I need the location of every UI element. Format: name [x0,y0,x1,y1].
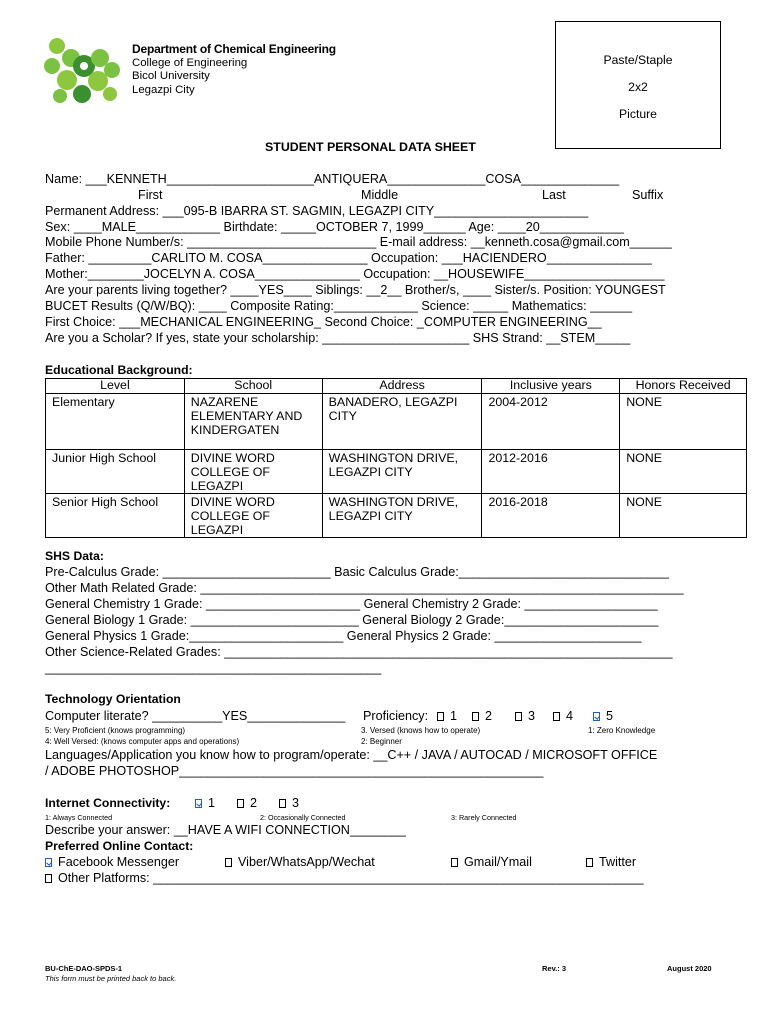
institution-header [132,43,336,97]
form-code: BU-ChE-DAO-SPDS-1 [45,964,123,973]
cell-level: Elementary [46,394,185,450]
bicol-university-logo [40,36,124,108]
other-science-line-2: ________________________________________________ [45,661,382,675]
address-line: Permanent Address: ___095-B IBARRA ST. SAGMIN, LEGAZPI CITY______________________ [45,204,589,218]
cell-honors: NONE [620,394,747,450]
legend-3: 3. Versed (knows how to operate) [361,726,481,735]
checkbox-icon[interactable] [472,712,479,721]
cell-address: WASHINGTON DRIVE, LEGAZPI CITY [322,494,482,538]
legend-2: 2: Beginner [361,737,402,746]
computer-literate-line: Computer literate? __________YES______________ [45,709,346,723]
internet-option-2[interactable]: 2 [237,797,257,810]
photo-line-2: 2x2 [628,80,648,94]
other-science-line: Other Science-Related Grades: ________________________________________________________________ [45,645,673,659]
name-label-last: Last [542,188,566,202]
column-header: Honors Received [620,379,747,394]
proficiency-option-4[interactable]: 4 [553,710,573,723]
cell-years: 2004-2012 [482,394,620,450]
internet-option-1[interactable]: 1 [195,797,215,810]
education-heading: Educational Background: [45,363,193,377]
contact-heading: Preferred Online Contact: [45,839,194,853]
photo-line-1: Paste/Staple [603,53,673,67]
proficiency-label: Proficiency: [363,709,429,723]
father-line: Father: _________CARLITO M. COSA_______________ Occupation: ___HACIENDERO_______________ [45,251,652,265]
name-label-first: First [138,188,163,202]
choices-line: First Choice: ___MECHANICAL ENGINEERING_ Second Choice: _COMPUTER ENGINEERING__ [45,315,602,329]
table-row [46,394,747,450]
checked-checkbox-icon[interactable] [593,712,600,721]
print-note: This form must be printed back to back. [45,974,177,983]
internet-legend-3: 3: Rarely Connected [451,813,517,822]
cell-school: DIVINE WORD COLLEGE OF LEGAZPI [184,494,322,538]
contact-facebook[interactable]: Facebook Messenger [45,856,179,869]
contact-other[interactable]: Other Platforms: ______________________________________________________________________ [45,872,643,885]
column-header: Address [322,379,482,394]
photo-line-3: Picture [619,107,657,121]
bucet-line: BUCET Results (Q/W/BQ): ____ Composite Rating:____________ Science: _____ Mathematics: ______ [45,299,633,313]
name-line: Name: ___KENNETH_____________________ANTIQUERA______________COSA______________ [45,172,620,186]
checkbox-icon[interactable] [515,712,522,721]
page-title: STUDENT PERSONAL DATA SHEET [265,140,476,154]
checkbox-icon[interactable] [437,712,444,721]
name-label-suffix: Suffix [632,188,664,202]
legend-5: 5: Very Proficient (knows programming) [45,726,186,735]
name-label-middle: Middle [361,188,399,202]
checkbox-icon[interactable] [451,858,458,867]
proficiency-option-1[interactable]: 1 [437,710,457,723]
proficiency-option-2[interactable]: 2 [472,710,492,723]
othermath-line: Other Math Related Grade: _____________________________________________________________________ [45,581,684,595]
cell-honors: NONE [620,450,747,494]
cell-address: BANADERO, LEGAZPI CITY [322,394,482,450]
languages-line: Languages/Application you know how to program/operate: __C++ / JAVA / AUTOCAD / MICROSOFT OFFICE [45,748,658,762]
revision: Rev.: 3 [542,964,567,973]
table-row [46,494,747,538]
precalc-line: Pre-Calculus Grade: ________________________ Basic Calculus Grade:______________________________ [45,565,669,579]
cell-level: Senior High School [46,494,185,538]
describe-line: Describe your answer: __HAVE A WIFI CONNECTION________ [45,823,406,837]
proficiency-option-5[interactable]: 5 [593,710,613,723]
checkbox-icon[interactable] [225,858,232,867]
contact-gmail[interactable]: Gmail/Ymail [451,856,532,869]
cell-years: 2016-2018 [482,494,620,538]
checked-checkbox-icon[interactable] [195,799,202,808]
checked-checkbox-icon[interactable] [45,858,52,867]
sex-birthdate-age-line: Sex: ____MALE____________ Birthdate: _____OCTOBER 7, 1999______ Age: ____20____________ [45,220,624,234]
checkbox-icon[interactable] [237,799,244,808]
column-header: Inclusive years [482,379,620,394]
chemistry-line: General Chemistry 1 Grade: ______________________ General Chemistry 2 Grade: ___________________ [45,597,658,611]
column-header: School [184,379,322,394]
cell-address: WASHINGTON DRIVE, LEGAZPI CITY [322,450,482,494]
proficiency-option-3[interactable]: 3 [515,710,535,723]
checkbox-icon[interactable] [45,874,52,883]
legend-4: 4: Well Versed: (knows computer apps and operations) [45,737,240,746]
form-date: August 2020 [667,964,712,973]
checkbox-icon[interactable] [553,712,560,721]
internet-heading: Internet Connectivity: [45,796,171,810]
table-row [46,450,747,494]
cell-honors: NONE [620,494,747,538]
contact-viber[interactable]: Viber/WhatsApp/Wechat [225,856,375,869]
mother-line: Mother:________JOCELYN A. COSA_______________ Occupation: __HOUSEWIFE____________________ [45,267,665,281]
checkbox-icon[interactable] [279,799,286,808]
checkbox-icon[interactable] [586,858,593,867]
technology-heading: Technology Orientation [45,692,181,706]
legend-1: 1: Zero Knowledge [588,726,656,735]
mobile-email-line: Mobile Phone Number/s: ___________________________ E-mail address: __kenneth.cosa@gmail.com______ [45,235,672,249]
parents-siblings-line: Are your parents living together? ____YES____ Siblings: __2__ Brother/s, ____ Sister/s. Position: YOUNGEST [45,283,666,297]
internet-legend-1: 1: Always Connected [45,813,113,822]
shs-heading: SHS Data: [45,549,104,563]
college-name: College of Engineering [132,56,248,69]
cell-school: NAZARENE ELEMENTARY AND KINDERGATEN [184,394,322,450]
city-name: Legazpi City [132,83,195,96]
table-header-row [46,379,747,394]
internet-option-3[interactable]: 3 [279,797,299,810]
university-name: Bicol University [132,70,210,82]
biology-line: General Biology 1 Grade: ________________________ General Biology 2 Grade:______________________ [45,613,659,627]
department-name: Department of Chemical Engineering [132,42,336,56]
internet-legend-2: 2: Occasionally Connected [260,813,346,822]
education-table [45,378,747,538]
cell-years: 2012-2016 [482,450,620,494]
languages-line-2: / ADOBE PHOTOSHOP____________________________________________________ [45,764,544,778]
physics-line: General Physics 1 Grade:______________________ General Physics 2 Grade: _____________________ [45,629,642,643]
photo-box [555,21,721,149]
cell-school: DIVINE WORD COLLEGE OF LEGAZPI [184,450,322,494]
contact-twitter[interactable]: Twitter [586,856,636,869]
cell-level: Junior High School [46,450,185,494]
column-header: Level [46,379,185,394]
scholar-strand-line: Are you a Scholar? If yes, state your scholarship: _____________________ SHS Strand: __STEM_____ [45,331,631,345]
